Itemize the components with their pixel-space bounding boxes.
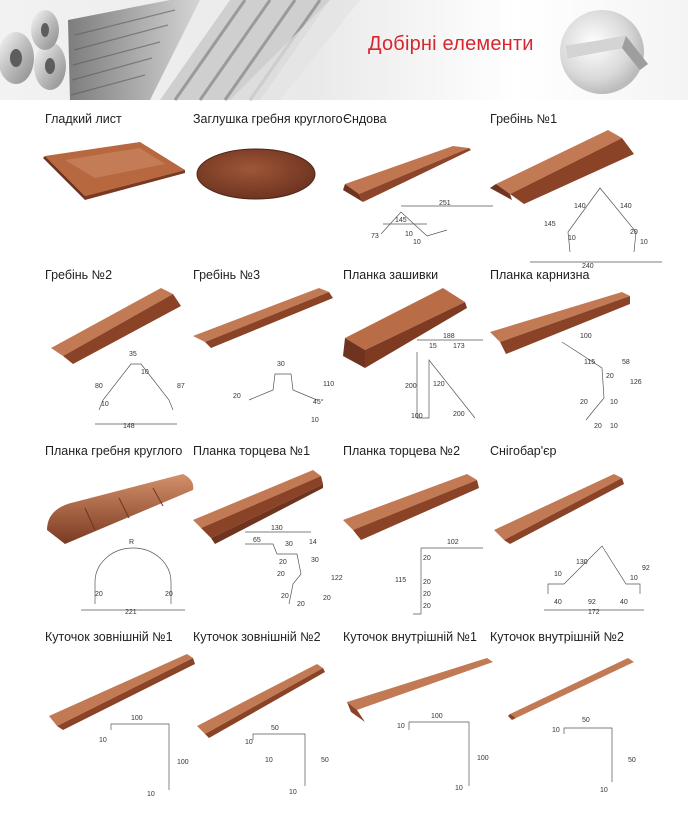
page-title: Добірні елементи <box>368 33 534 55</box>
dim: 130 <box>576 559 588 566</box>
dim: 10 <box>610 399 618 406</box>
dim: 145 <box>395 217 407 224</box>
outer-corner-2-image <box>193 630 365 825</box>
dim: 102 <box>447 539 459 546</box>
dim: 20 <box>279 559 287 566</box>
smooth-sheet-image <box>45 112 217 277</box>
dim: 10 <box>413 239 421 246</box>
dim: 200 <box>453 411 465 418</box>
dim: 40 <box>620 599 628 606</box>
item-label: Куточок внутрішній №2 <box>490 630 624 644</box>
dim: 251 <box>439 200 451 207</box>
dim: 65 <box>253 537 261 544</box>
inner-corner-1-drawing <box>397 713 489 792</box>
item-ridge-3 <box>193 268 365 433</box>
dim: 20 <box>165 591 173 598</box>
dim: 30 <box>277 361 285 368</box>
dim: 100 <box>177 759 189 766</box>
dim: 20 <box>423 555 431 562</box>
ridge-1-drawing <box>530 188 662 270</box>
dim: 130 <box>271 525 283 532</box>
outer-corner-2-drawing <box>245 725 329 796</box>
dim: 10 <box>289 789 297 796</box>
dim: 240 <box>582 263 594 270</box>
dim: 100 <box>131 715 143 722</box>
item-label: Планка зашивки <box>343 268 439 282</box>
item-label: Гребінь №1 <box>490 112 558 126</box>
round-cap-image <box>193 112 365 277</box>
dim: 14 <box>309 539 317 546</box>
outer-corner-1-image <box>45 630 217 825</box>
item-round-ridge-strip <box>45 444 217 616</box>
dim: 92 <box>642 565 650 572</box>
eaves-strip-image <box>490 268 662 433</box>
dim: 10 <box>554 571 562 578</box>
dim: 20 <box>423 603 431 610</box>
dim: R <box>129 539 135 546</box>
snow-guard-drawing <box>544 546 650 616</box>
item-round-ridge-cap <box>193 112 365 277</box>
dim: 20 <box>297 601 305 608</box>
ridge-3-image <box>193 268 365 433</box>
dim: 110 <box>323 381 335 388</box>
dim: 115 <box>584 359 596 366</box>
dim: 148 <box>123 423 135 430</box>
dim: 120 <box>433 381 445 388</box>
snow-guard-image <box>490 444 662 616</box>
dim: 80 <box>95 383 103 390</box>
dim: 10 <box>141 369 149 376</box>
eaves-strip-drawing <box>562 333 642 430</box>
dim: 40 <box>554 599 562 606</box>
dim: 173 <box>453 343 465 350</box>
dim: 50 <box>582 717 590 724</box>
dim: 140 <box>574 203 586 210</box>
item-snow-guard <box>490 444 662 616</box>
dim: 20 <box>423 579 431 586</box>
item-eaves-strip <box>490 268 662 433</box>
dim: 10 <box>455 785 463 792</box>
gable-strip-1-drawing <box>245 525 343 608</box>
dim: 50 <box>628 757 636 764</box>
item-label: Куточок зовнішній №2 <box>193 630 321 644</box>
dim: 20 <box>630 229 638 236</box>
item-label: Гребінь №3 <box>193 268 261 282</box>
header-banner <box>0 0 688 100</box>
item-inner-corner-2 <box>490 630 662 795</box>
ridge-sample-sphere <box>560 10 648 94</box>
item-label: Снігобар'єр <box>490 444 557 458</box>
item-label: Заглушка гребня круглого <box>193 112 343 126</box>
item-smooth-sheet <box>45 112 217 277</box>
dim: 35 <box>129 351 137 358</box>
dim: 122 <box>331 575 343 582</box>
dim: 10 <box>147 791 155 798</box>
dim: 10 <box>610 423 618 430</box>
dim: 92 <box>588 599 596 606</box>
dim: 58 <box>622 359 630 366</box>
dim: 20 <box>580 399 588 406</box>
dim: 87 <box>177 383 185 390</box>
round-ridge-drawing <box>81 539 185 616</box>
item-ridge-2 <box>45 268 217 433</box>
dim: 10 <box>640 239 648 246</box>
dim: 10 <box>630 575 638 582</box>
gable-strip-2-drawing <box>395 539 483 614</box>
dim: 200 <box>405 383 417 390</box>
dim: 172 <box>588 609 600 616</box>
dim: 30 <box>311 557 319 564</box>
inner-corner-2-drawing <box>552 717 636 794</box>
soffit-strip-drawing <box>405 333 483 420</box>
dim: 100 <box>431 713 443 720</box>
dim: 20 <box>594 423 602 430</box>
gable-strip-1-image <box>193 444 365 609</box>
item-label: Планка торцева №1 <box>193 444 311 458</box>
ridge-1-image <box>490 112 662 277</box>
dim: 126 <box>630 379 642 386</box>
dim: 20 <box>323 595 331 602</box>
item-label: Планка гребня круглого <box>45 444 183 458</box>
dim: 10 <box>568 235 576 242</box>
ridge-3-drawing <box>233 361 334 424</box>
dim: 15 <box>429 343 437 350</box>
dim: 20 <box>281 593 289 600</box>
dim: 20 <box>95 591 103 598</box>
outer-corner-1-drawing <box>99 715 189 798</box>
dim: 50 <box>271 725 279 732</box>
dim: 10 <box>405 231 413 238</box>
dim: 45° <box>313 399 324 406</box>
dim: 20 <box>277 571 285 578</box>
dim: 10 <box>397 723 405 730</box>
dim: 10 <box>600 787 608 794</box>
item-outer-corner-2 <box>193 630 365 795</box>
dim: 10 <box>311 417 319 424</box>
dim: 100 <box>477 755 489 762</box>
item-label: Куточок внутрішній №1 <box>343 630 477 644</box>
dim: 145 <box>544 221 556 228</box>
dim: 20 <box>423 591 431 598</box>
item-label: Куточок зовнішній №1 <box>45 630 173 644</box>
dim: 10 <box>101 401 109 408</box>
item-ridge-1 <box>490 112 662 277</box>
item-label: Єндова <box>343 112 387 126</box>
dim: 100 <box>411 413 423 420</box>
banner-illustration <box>0 0 688 100</box>
dim: 115 <box>395 577 407 584</box>
dim: 188 <box>443 333 455 340</box>
item-label: Планка карнизна <box>490 268 590 282</box>
dim: 50 <box>321 757 329 764</box>
dim: 10 <box>99 737 107 744</box>
dim: 100 <box>580 333 592 340</box>
dim: 73 <box>371 233 379 240</box>
dim: 221 <box>125 609 137 616</box>
dim: 30 <box>285 541 293 548</box>
dim: 20 <box>606 373 614 380</box>
dim: 20 <box>233 393 241 400</box>
item-label: Гребінь №2 <box>45 268 113 282</box>
dim: 140 <box>620 203 632 210</box>
dim: 10 <box>245 739 253 746</box>
ridge-2-drawing <box>95 351 185 430</box>
inner-corner-2-image <box>490 630 662 825</box>
item-label: Планка торцева №2 <box>343 444 461 458</box>
dim: 10 <box>265 757 273 764</box>
valley-drawing <box>371 200 493 246</box>
dim: 10 <box>552 727 560 734</box>
item-label: Гладкий лист <box>45 112 122 126</box>
item-gable-strip-1 <box>193 444 365 609</box>
steel-coils-image <box>0 10 66 90</box>
round-ridge-image <box>45 444 217 616</box>
item-outer-corner-1 <box>45 630 217 798</box>
ridge-2-image <box>45 268 217 433</box>
